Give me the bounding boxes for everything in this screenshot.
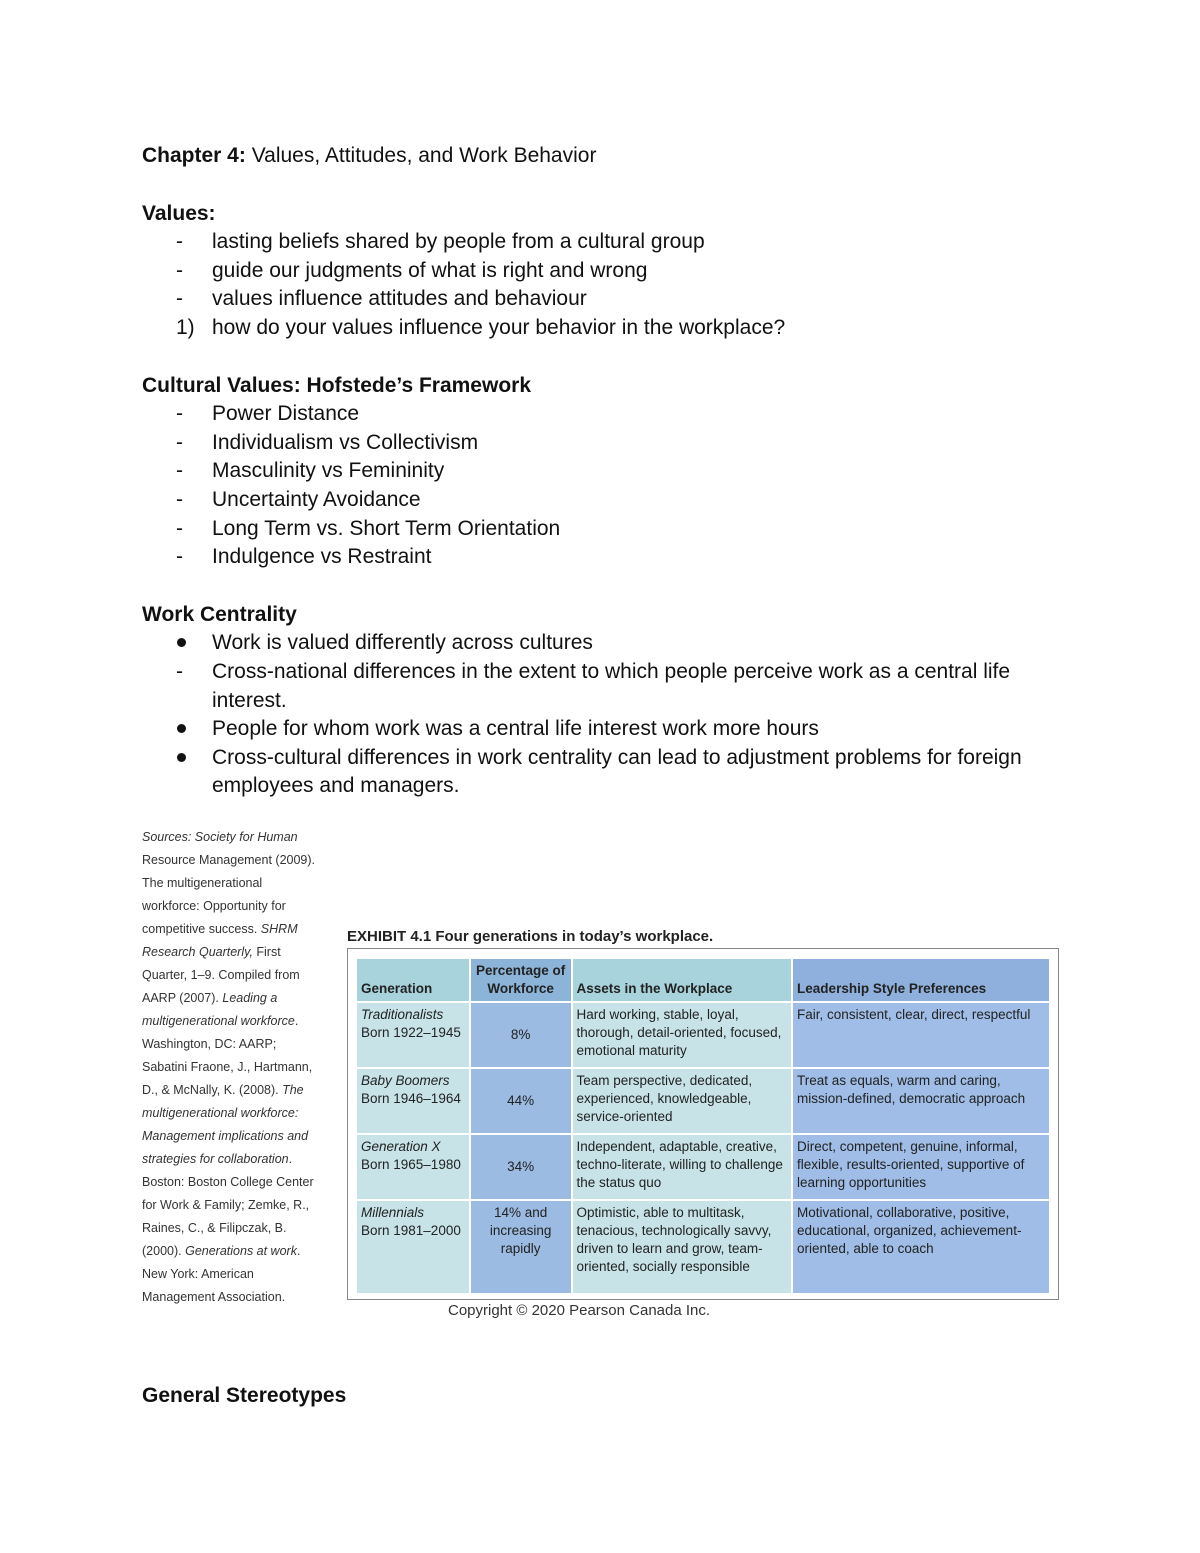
- list-item: [142, 429, 1072, 458]
- list-item-text: Work is valued differently across cultures: [212, 631, 593, 655]
- sources-line: The multigenerational: [142, 876, 263, 890]
- sources-line: Raines, C., & Filipczak, B.: [142, 1221, 287, 1235]
- list-item-text: values influence attitudes and behaviour: [212, 287, 587, 311]
- generation-name: Traditionalists: [361, 1007, 444, 1022]
- list-item-text: Long Term vs. Short Term Orientation: [212, 516, 561, 540]
- list-item-text: lasting beliefs shared by people from a cultural group: [212, 230, 705, 254]
- dash-marker: -: [176, 659, 183, 683]
- bullet-dot-icon: [177, 724, 186, 733]
- values-heading: Values:: [142, 201, 216, 225]
- list-item: [142, 257, 1072, 286]
- leadership-cell: Fair, consistent, clear, direct, respectful: [792, 1002, 1050, 1068]
- sources-line-italic: multigenerational workforce: [142, 1014, 295, 1028]
- hofstede-list: [142, 400, 1072, 572]
- list-item-text: Cross-cultural differences in work centrality can lead to adjustment problems for foreign employees and managers.: [212, 745, 1022, 798]
- sources-line-italic: SHRM: [260, 922, 298, 936]
- percentage-cell: 14% and increasing rapidly: [470, 1200, 572, 1294]
- chapter-title-text: Values, Attitudes, and Work Behavior: [251, 144, 597, 167]
- sources-line: D., & McNally, K. (2008).: [142, 1083, 283, 1097]
- table-header-row: [356, 958, 1050, 1002]
- dash-marker: -: [176, 230, 183, 254]
- question-list: [142, 314, 1072, 343]
- sources-line: Sources: Society for Human: [142, 830, 298, 844]
- sources-line: Quarter, 1–9. Compiled from: [142, 968, 300, 982]
- generation-born: Born 1981–2000: [361, 1223, 461, 1238]
- sources-line: Resource Management (2009).: [142, 853, 316, 867]
- table-row: [356, 1134, 1050, 1200]
- generation-name: Baby Boomers: [361, 1073, 450, 1088]
- list-item-text: Indulgence vs Restraint: [212, 545, 432, 569]
- sources-line: First: [252, 945, 281, 959]
- list-item: [142, 400, 1072, 429]
- chapter-title: [142, 142, 1072, 171]
- assets-cell: Hard working, stable, loyal, thorough, detail-oriented, focused, emotional maturity: [572, 1002, 793, 1068]
- sources-line-italic: Leading a: [222, 991, 278, 1005]
- leadership-cell: Treat as equals, warm and caring, mission-defined, democratic approach: [792, 1068, 1050, 1134]
- list-item: [142, 457, 1072, 486]
- bullet-dot-icon: [177, 638, 186, 647]
- list-item-text: guide our judgments of what is right and wrong: [212, 258, 648, 282]
- number-marker: 1): [176, 315, 195, 339]
- list-item-text: Power Distance: [212, 402, 360, 426]
- exhibit-figure: [347, 948, 1059, 1300]
- list-item: [142, 744, 1072, 801]
- generation-name: Generation X: [361, 1139, 441, 1154]
- sources-line: competitive success.: [142, 922, 261, 936]
- leadership-cell: Direct, competent, genuine, informal, flexible, results-oriented, supportive of learning opportunities: [792, 1134, 1050, 1200]
- percentage-cell: 8%: [470, 1002, 572, 1068]
- sources-line-italic: Management implications and: [142, 1129, 309, 1143]
- table-header: Assets in the Workplace: [572, 958, 793, 1002]
- list-item: [142, 543, 1072, 572]
- list-item: [142, 658, 1072, 715]
- list-item: [142, 515, 1072, 544]
- dash-marker: -: [176, 516, 183, 540]
- chapter-label: Chapter 4:: [142, 144, 246, 167]
- generation-born: Born 1946–1964: [361, 1091, 461, 1106]
- list-item-text: Cross-national differences in the extent to which people perceive work as a central life interest.: [212, 659, 1011, 712]
- sources-line: Boston: Boston College Center: [142, 1175, 314, 1189]
- dash-marker: -: [176, 430, 183, 454]
- generation-cell: [356, 1068, 470, 1134]
- assets-cell: Independent, adaptable, creative, techno-literate, willing to challenge the status quo: [572, 1134, 793, 1200]
- values-list: [142, 228, 1072, 314]
- sources-line: New York: American: [142, 1267, 254, 1281]
- copyright-notice: Copyright © 2020 Pearson Canada Inc.: [448, 1302, 711, 1319]
- generation-cell: [356, 1134, 470, 1200]
- general-stereotypes-heading: General Stereotypes: [142, 1384, 347, 1407]
- sources-line: Sabatini Fraone, J., Hartmann,: [142, 1060, 313, 1074]
- list-item: [142, 486, 1072, 515]
- sources-line-italic: multigenerational workforce:: [142, 1106, 299, 1120]
- list-item: [142, 285, 1072, 314]
- sources-line: (2000).: [142, 1244, 186, 1258]
- sources-line: Management Association.: [142, 1290, 286, 1304]
- dash-marker: -: [176, 459, 183, 483]
- table-row: [356, 1200, 1050, 1294]
- sources-line: .: [294, 1014, 299, 1028]
- generation-cell: [356, 1002, 470, 1068]
- table-header: Generation: [356, 958, 470, 1002]
- generation-name: Millennials: [361, 1205, 425, 1220]
- question-text: how do your values influence your behavior in the workplace?: [212, 315, 786, 339]
- sources-line-italic: Generations at work: [185, 1244, 297, 1258]
- generation-born: Born 1922–1945: [361, 1025, 461, 1040]
- dash-marker: -: [176, 258, 183, 282]
- dash-marker: -: [176, 287, 183, 311]
- generations-table: [355, 957, 1051, 1295]
- dash-marker: -: [176, 402, 183, 426]
- dash-marker: -: [176, 487, 183, 511]
- leadership-cell: Motivational, collaborative, positive, educational, organized, achievement-oriented, able to coach: [792, 1200, 1050, 1294]
- list-item-text: Individualism vs Collectivism: [212, 430, 479, 454]
- list-item-text: People for whom work was a central life interest work more hours: [212, 717, 819, 741]
- sources-line: .: [288, 1152, 293, 1166]
- assets-cell: Optimistic, able to multitask, tenacious, technologically savvy, driven to learn and grow, team-oriented, socially responsible: [572, 1200, 793, 1294]
- list-item-text: Uncertainty Avoidance: [212, 487, 421, 511]
- generation-born: Born 1965–1980: [361, 1157, 461, 1172]
- sources-line-italic: Research Quarterly,: [142, 945, 253, 959]
- table-header: Leadership Style Preferences: [792, 958, 1050, 1002]
- sources-line-italic: strategies for collaboration: [142, 1152, 289, 1166]
- sources-note: [142, 826, 332, 1309]
- list-item: [142, 228, 1072, 257]
- list-item: [142, 629, 1072, 658]
- bullet-dot-icon: [177, 753, 186, 762]
- sources-line: for Work & Family; Zemke, R.,: [142, 1198, 310, 1212]
- generation-cell: [356, 1200, 470, 1294]
- list-item: [142, 715, 1072, 744]
- dash-marker: -: [176, 545, 183, 569]
- sources-line: Washington, DC: AARP;: [142, 1037, 277, 1051]
- exhibit-title: EXHIBIT 4.1 Four generations in today’s workplace.: [347, 928, 714, 945]
- sources-line-italic: The: [282, 1083, 304, 1097]
- work-centrality-heading: Work Centrality: [142, 602, 297, 626]
- list-item-text: Masculinity vs Femininity: [212, 459, 445, 483]
- sources-line: workforce: Opportunity for: [142, 899, 286, 913]
- work-centrality-list: [142, 629, 1072, 801]
- document-body: [142, 142, 1072, 801]
- question-item: [142, 314, 1072, 343]
- assets-cell: Team perspective, dedicated, experienced, knowledgeable, service-oriented: [572, 1068, 793, 1134]
- hofstede-heading: Cultural Values: Hofstede’s Framework: [142, 373, 532, 397]
- sources-line: AARP (2007).: [142, 991, 223, 1005]
- table-header: Percentage of Workforce: [470, 958, 572, 1002]
- percentage-cell: 44%: [470, 1068, 572, 1134]
- sources-line: .: [296, 1244, 301, 1258]
- table-row: [356, 1068, 1050, 1134]
- percentage-cell: 34%: [470, 1134, 572, 1200]
- table-row: [356, 1002, 1050, 1068]
